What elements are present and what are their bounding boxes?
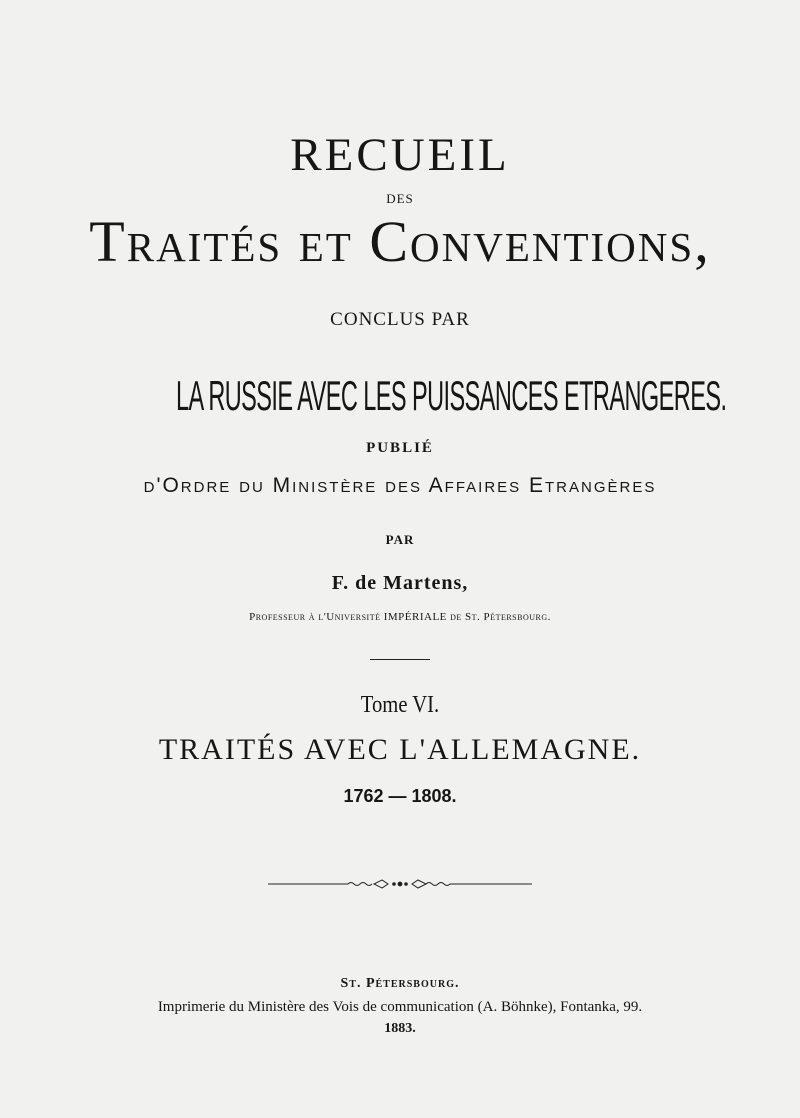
- volume-years: 1762 — 1808.: [343, 786, 457, 806]
- title-publie: PUBLIÉ: [366, 440, 434, 456]
- author-title: Professeur à l'Université IMPÉRIALE de St. Pétersbourg.: [249, 611, 551, 623]
- title-conclus-par: CONCLUS PAR: [330, 309, 470, 330]
- divider-rule: [370, 659, 430, 660]
- volume-subtitle: TRAITÉS AVEC L'ALLEMAGNE.: [158, 733, 642, 766]
- author-name: F. de Martens,: [331, 572, 469, 594]
- imprint-year: 1883.: [384, 1021, 416, 1036]
- title-traites-conventions: Traités et Conventions,: [89, 209, 711, 274]
- title-des: DES: [386, 191, 414, 206]
- title-recueil: RECUEIL: [290, 129, 510, 181]
- imprint-printer: Imprimerie du Ministère des Vois de communication (A. Böhnke), Fontanka, 99.: [157, 999, 643, 1015]
- title-russie: LA RUSSIE AVEC LES PUISSANCES ETRANGERES.: [176, 372, 727, 419]
- title-par: PAR: [385, 532, 415, 547]
- imprint-city: St. Pétersbourg.: [340, 976, 460, 991]
- title-ordre: d'Ordre du Ministère des Affaires Etrangères: [143, 474, 657, 497]
- ornament-divider: [268, 877, 532, 891]
- volume-tome: Tome VI.: [360, 692, 440, 718]
